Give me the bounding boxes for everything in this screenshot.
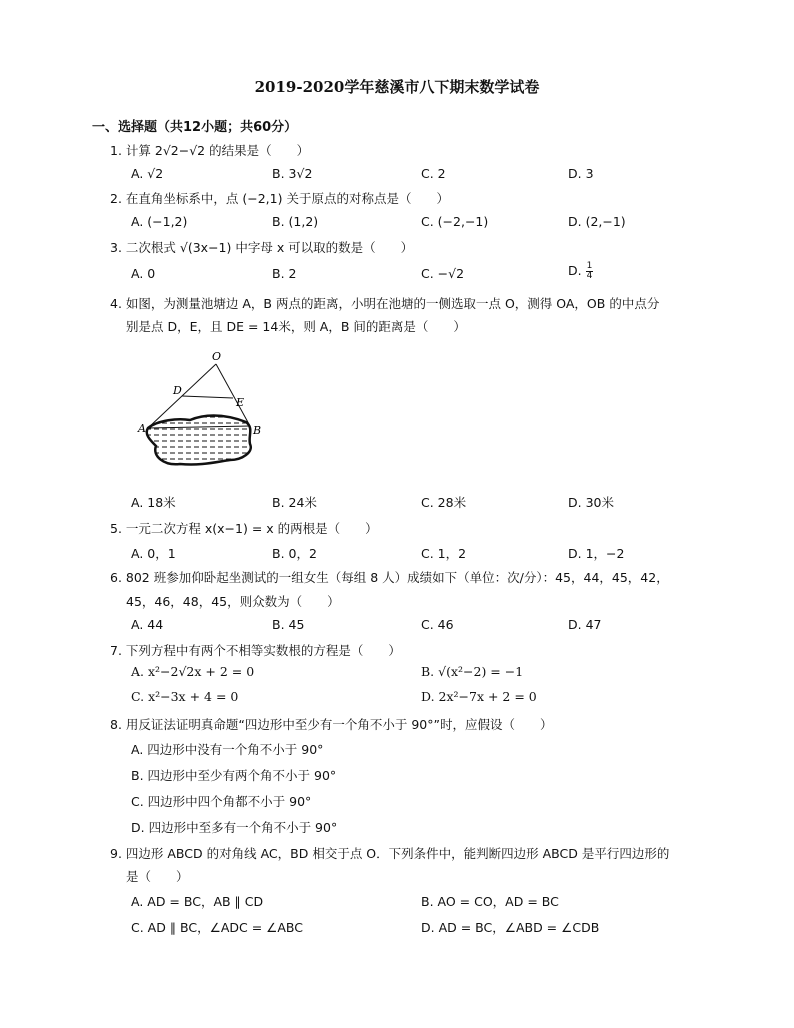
- q2-option-b: B. (1,2): [272, 214, 319, 229]
- q4-option-d: D. 30米: [568, 495, 614, 510]
- q4-option-b: B. 24米: [272, 495, 317, 510]
- question-4-line-2: 别是点 D，E，且 DE = 14米，则 A，B 间的距离是（ ）: [126, 319, 466, 334]
- q8-option-d: D. 四边形中至多有一个角不小于 90°: [131, 820, 338, 835]
- q6-option-c: C. 46: [421, 617, 454, 632]
- q9-option-d: D. AD = BC，∠ABD = ∠CDB: [421, 920, 600, 935]
- q6-option-a: A. 44: [131, 617, 164, 632]
- q1-option-d: D. 3: [568, 166, 594, 181]
- question-7: 7. 下列方程中有两个不相等实数根的方程是（ ）: [110, 643, 401, 658]
- q4-option-c: C. 28米: [421, 495, 467, 510]
- fraction-denominator: 4: [586, 271, 593, 281]
- section-heading: 一、选择题（共12小题；共60分）: [92, 120, 298, 135]
- q6-option-b: B. 45: [272, 617, 305, 632]
- question-2: 2. 在直角坐标系中，点 (−2,1) 关于原点的对称点是（ ）: [110, 191, 449, 206]
- q7-option-d: D. 2x²−7x + 2 = 0: [421, 689, 537, 704]
- q5-option-d: D. 1，−2: [568, 546, 625, 561]
- q1-option-c: C. 2: [421, 166, 446, 181]
- fraction-numerator: 1: [586, 261, 593, 271]
- q3-option-b: B. 2: [272, 266, 297, 281]
- segment-de: [182, 396, 233, 398]
- label-a: A: [138, 422, 146, 435]
- question-6-line-1: 6. 802 班参加仰卧起坐测试的一组女生（每组 8 人）成绩如下（单位：次/分）：45，44，45，42，: [110, 570, 669, 585]
- q5-option-c: C. 1，2: [421, 546, 467, 561]
- q5-option-b: B. 0，2: [272, 546, 317, 561]
- question-9-line-2: 是（ ）: [126, 869, 189, 884]
- q9-option-b: B. AO = CO，AD = BC: [421, 894, 559, 909]
- q7-option-a: A. x²−2√2x + 2 = 0: [131, 664, 255, 679]
- q7-option-c: C. x²−3x + 4 = 0: [131, 689, 239, 704]
- label-b: B: [253, 424, 262, 437]
- question-1: 1. 计算 2√2−√2 的结果是（ ）: [110, 143, 310, 158]
- q3-option-d: [568, 262, 593, 281]
- label-e: E: [236, 396, 245, 409]
- q2-option-c: C. (−2,−1): [421, 214, 489, 229]
- pond-figure: [130, 348, 270, 473]
- q6-option-d: D. 47: [568, 617, 602, 632]
- q2-option-d: D. (2,−1): [568, 214, 626, 229]
- page-title: 2019-2020学年慈溪市八下期末数学试卷: [254, 78, 540, 96]
- label-o: O: [212, 350, 222, 363]
- q1-option-b: B. 3√2: [272, 166, 313, 181]
- q4-option-a: A. 18米: [131, 495, 176, 510]
- q3-option-d-fraction: [586, 262, 594, 281]
- question-5: 5. 一元二次方程 x(x−1) = x 的两根是（ ）: [110, 521, 378, 536]
- question-9-line-1: 9. 四边形 ABCD 的对角线 AC，BD 相交于点 O．下列条件中，能判断四边形 ABCD 是平行四边形的: [110, 846, 670, 861]
- q5-option-a: A. 0，1: [131, 546, 176, 561]
- q7-option-b: B. √(x²−2) = −1: [421, 664, 524, 679]
- q8-option-b: B. 四边形中至少有两个角不小于 90°: [131, 768, 337, 783]
- question-8: 8. 用反证法证明真命题“四边形中至少有一个角不小于 90°”时，应假设（ ）: [110, 717, 553, 732]
- question-3: 3. 二次根式 √(3x−1) 中字母 x 可以取的数是（ ）: [110, 240, 414, 255]
- question-4-line-1: 4. 如图，为测量池塘边 A，B 两点的距离，小明在池塘的一侧选取一点 O，测得 OA，OB 的中点分: [110, 296, 660, 311]
- q3-option-a: A. 0: [131, 266, 156, 281]
- q3-option-c: C. −√2: [421, 266, 465, 281]
- label-d: D: [173, 384, 182, 397]
- q9-option-c: C. AD ∥ BC，∠ADC = ∠ABC: [131, 920, 304, 935]
- question-6-line-2: 45，46，48，45，则众数为（ ）: [126, 594, 340, 609]
- q9-option-a: A. AD = BC，AB ∥ CD: [131, 894, 264, 909]
- q1-option-a: A. √2: [131, 166, 164, 181]
- pond-shape: [147, 416, 251, 465]
- q8-option-c: C. 四边形中四个角都不小于 90°: [131, 794, 312, 809]
- q8-option-a: A. 四边形中没有一个角不小于 90°: [131, 742, 324, 757]
- q3-option-d-label: D.: [568, 263, 586, 278]
- q2-option-a: A. (−1,2): [131, 214, 188, 229]
